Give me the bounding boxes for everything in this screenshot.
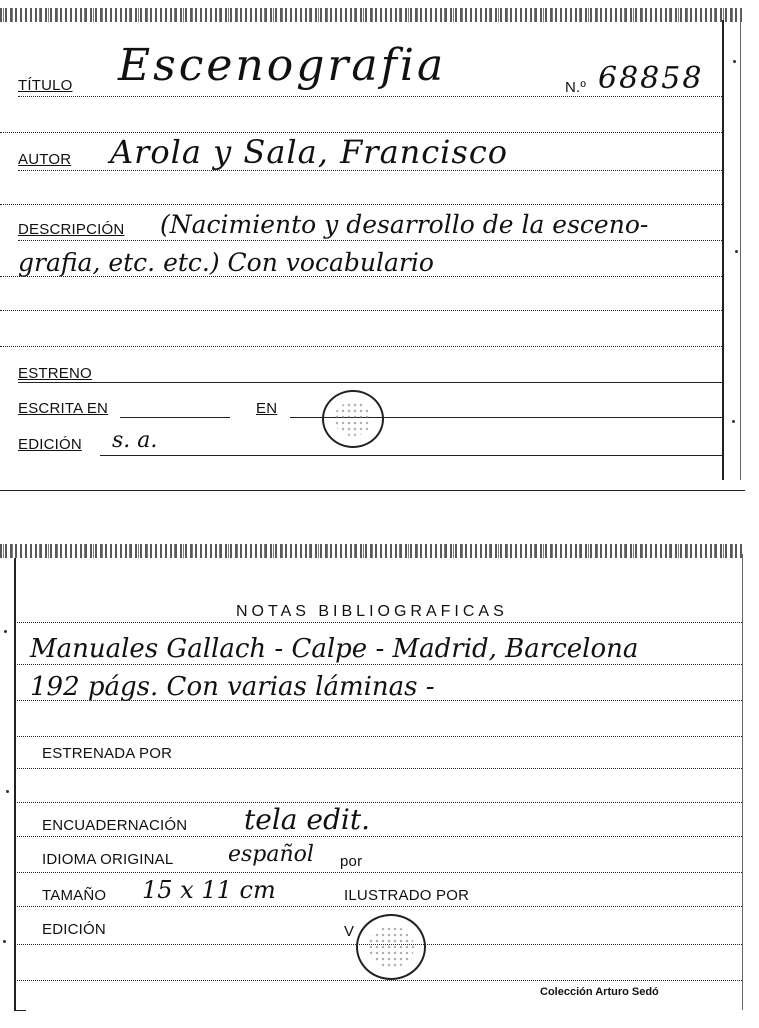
tamano-line (14, 906, 742, 907)
encuadernacion-label: ENCUADERNACIÓN (42, 817, 188, 834)
edicion-value-front: s. a. (112, 428, 158, 453)
speck (735, 250, 738, 253)
titulo-value: Escenografia (118, 40, 447, 91)
autor-label: AUTOR (18, 151, 72, 168)
card-top-edge (0, 8, 745, 22)
library-stamp-front (322, 390, 384, 448)
ilustrado-label: ILUSTRADO POR (344, 887, 470, 904)
numero-value: 68858 (598, 61, 704, 96)
catalog-card-front (0, 0, 745, 492)
autor-value: Arola y Sala, Francisco (110, 133, 509, 171)
notas-line-1: Manuales Gallach - Calpe - Madrid, Barcelona (30, 634, 639, 664)
descripcion-line-rule-2 (0, 276, 722, 277)
descripcion-line-2: grafia, etc. etc.) Con vocabulario (18, 248, 434, 277)
notas-line-rule-2 (14, 700, 742, 701)
en-label: EN (256, 400, 278, 417)
descripcion-line-1: (Nacimiento y desarrollo de la esceno- (160, 210, 649, 239)
escrita-line (120, 417, 230, 418)
encuadernacion-line (14, 836, 742, 837)
descripcion-line-rule-1 (18, 240, 722, 241)
notas-line-2: 192 págs. Con varias láminas - (30, 672, 435, 702)
titulo-label: TÍTULO (18, 77, 73, 94)
numero-label: N.º (565, 79, 587, 96)
card-bottom-left (14, 1010, 26, 1011)
blank-rule-back (14, 802, 742, 803)
estreno-line (18, 382, 722, 383)
card-shadow-edge (740, 10, 741, 480)
card-left-edge (14, 558, 16, 1010)
speck (3, 940, 6, 943)
edicion-line-back (14, 944, 742, 945)
idioma-label: IDIOMA ORIGINAL (42, 851, 174, 868)
estrenada-line (14, 768, 742, 769)
rule-4 (0, 204, 722, 205)
blank-rule-2 (0, 346, 722, 347)
encuadernacion-value: tela edit. (244, 803, 370, 836)
tamano-value: 15 x 11 cm (142, 876, 276, 904)
speck (6, 790, 9, 793)
escrita-label: ESCRITA EN (18, 400, 109, 417)
card-top-edge (0, 544, 745, 558)
catalog-card-back (0, 540, 745, 1018)
collection-credit: Colección Arturo Sedó (540, 986, 659, 998)
edicion-label-back: EDICIÓN (42, 921, 106, 938)
por-label: por (340, 853, 363, 870)
titulo-line (18, 96, 722, 97)
library-stamp-back (356, 914, 426, 980)
idioma-value: español (228, 842, 314, 867)
notas-heading: NOTAS BIBLIOGRAFICAS (236, 603, 508, 620)
edicion-line-front (100, 455, 722, 456)
estrenada-label: ESTRENADA POR (42, 745, 173, 762)
speck (732, 420, 735, 423)
card-bottom-edge (0, 490, 745, 491)
tamano-label: TAMAÑO (42, 887, 107, 904)
notas-rule (14, 622, 742, 623)
notas-line-rule-3 (14, 736, 742, 737)
idioma-line (14, 872, 742, 873)
blank-rule-1 (0, 310, 722, 311)
edicion-label-front: EDICIÓN (18, 436, 82, 453)
card-right-edge (742, 554, 743, 1010)
estreno-label: ESTRENO (18, 365, 92, 382)
v-label: V (344, 923, 355, 940)
speck (733, 60, 736, 63)
speck (4, 630, 7, 633)
descripcion-label: DESCRIPCIÓN (18, 221, 125, 238)
notas-line-rule-1 (14, 664, 742, 665)
card-right-edge (722, 20, 724, 480)
final-rule (14, 980, 742, 981)
autor-line (18, 170, 722, 171)
